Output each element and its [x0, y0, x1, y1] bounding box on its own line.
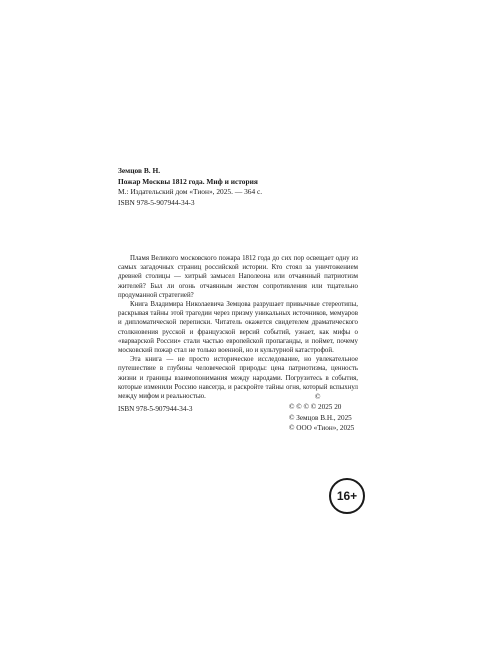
isbn-line: ISBN 978-5-907944-34-3	[118, 197, 195, 207]
copyright-line: © © © © 2025 20	[289, 403, 342, 412]
book-title: Пожар Москвы 1812 года. Миф и история	[118, 176, 258, 186]
copyright-line: © ООО «Тион», 2025	[289, 424, 355, 433]
annotation-text	[118, 254, 358, 401]
annotation-paragraph: Пламя Великого московского пожара 1812 года до сих пор освещает одну из самых загадочных страниц российской истории. Кто стоял за уничтожением древней столицы — хитрый замысел Наполеона или отчаянный патриотизм жителей? Был ли огонь отчаянным жестом сопротивления или тщательно продуманной стратегией?	[118, 255, 358, 299]
copyright-line: ©	[315, 393, 321, 401]
imprint-line: М.: Издательский дом «Тион», 2025. — 364 с.	[118, 187, 263, 197]
copyright-block	[289, 392, 354, 434]
author-name: Земцов В. Н.	[118, 166, 161, 175]
isbn-bottom: ISBN 978-5-907944-34-3	[118, 405, 193, 413]
age-rating-badge: 16+	[329, 478, 365, 514]
annotation-paragraph: Книга Владимира Николаевича Земцова разрушает привычные стереотипы, раскрывая тайны этой трагедии через призму уникальных источников, мемуаров и дипломатической переписки. Читатель окажется свидетелем драматического столкновения русской и французской версий событий, узнает, как мифы о «варварской России» стали частью европейской пропаганды, и поймет, почему московский пожар стал не только военной, но и культурной катастрофой.	[118, 301, 358, 355]
copyright-line: © Земцов В.Н., 2025	[289, 413, 352, 422]
bibliographic-record	[118, 166, 378, 208]
annotation-paragraph: Эта книга — не просто историческое исследование, но увлекательное путешествие в глубины человеческой природы: цена патриотизма, ценность жизни и границы взаимопонимания между народами. Погрузитесь в события, которые изменили Россию навсегда, и раскройте тайны огня, который вспыхнул между мифом и реальностью.	[118, 356, 358, 401]
